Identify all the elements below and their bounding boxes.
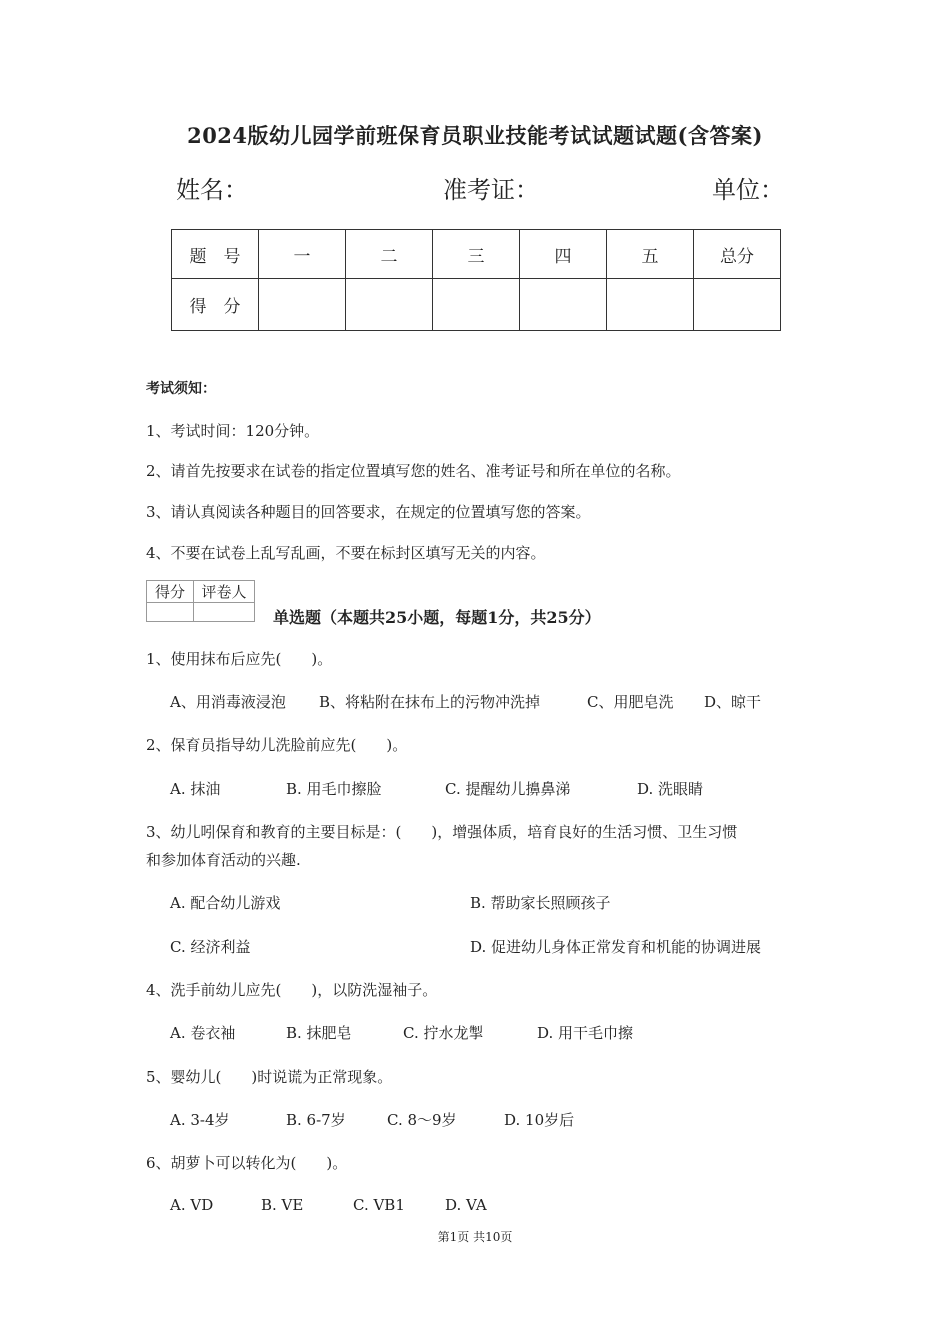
grader-name-label: 评卷人: [194, 581, 255, 603]
document-title: 2024版幼儿园学前班保育员职业技能考试试题试题(含答案): [187, 123, 763, 148]
score-table-score-row: [172, 279, 781, 331]
question-stem: 3、幼儿吲保育和教育的主要目标是：( )，增强体质，培育良好的生活习惯、卫生习惯: [146, 823, 738, 841]
question-stem: 4、洗手前幼儿应先( )，以防洗湿袖子。: [146, 981, 438, 999]
section-title: 单选题（本题共25小题，每题1分，共25分）: [273, 608, 601, 627]
score-header-cell: 五: [607, 230, 694, 279]
option-c: C. VB1: [353, 1196, 405, 1214]
option-d: D、晾干: [704, 693, 762, 711]
option-b: B. VE: [261, 1196, 304, 1214]
name-field-label: 姓名：: [176, 176, 248, 204]
option-d: D. 洗眼睛: [637, 780, 704, 798]
page-footer: 第1页 共10页: [437, 1230, 513, 1244]
option-a: A. 卷衣袖: [170, 1024, 236, 1042]
score-header-cell: 四: [520, 230, 607, 279]
option-c: C. 拧水龙掣: [403, 1024, 484, 1042]
option-a: A. 3-4岁: [170, 1111, 230, 1129]
unit-field-label: 单位：: [712, 176, 784, 204]
score-cell[interactable]: [433, 279, 520, 331]
question-stem-continued: 和参加体育活动的兴趣.: [146, 851, 301, 869]
score-cell[interactable]: [520, 279, 607, 331]
option-a: A. 配合幼儿游戏: [170, 894, 281, 912]
option-d: D. 用干毛巾擦: [537, 1024, 634, 1042]
note-item: 3、请认真阅读各种题目的回答要求，在规定的位置填写您的答案。: [146, 503, 591, 521]
option-b: B. 用毛巾擦脸: [286, 780, 382, 798]
option-b: B. 抹肥皂: [286, 1024, 352, 1042]
question-stem: 6、胡萝卜可以转化为( )。: [146, 1154, 348, 1172]
option-d: D. VA: [445, 1196, 487, 1214]
option-a: A. 抹油: [170, 780, 221, 798]
score-header-cell: 三: [433, 230, 520, 279]
score-header-cell: 二: [346, 230, 433, 279]
question-stem: 2、保育员指导幼儿洗脸前应先( )。: [146, 736, 408, 754]
question-stem: 5、婴幼儿( )时说谎为正常现象。: [146, 1068, 393, 1086]
score-cell[interactable]: [259, 279, 346, 331]
grader-box: [146, 580, 255, 622]
option-b: B. 帮助家长照顾孩子: [470, 894, 611, 912]
option-b: B. 6-7岁: [286, 1111, 346, 1129]
note-item: 2、请首先按要求在试卷的指定位置填写您的姓名、准考证号和所在单位的名称。: [146, 462, 681, 480]
score-header-label: 题 号: [172, 230, 259, 279]
grader-score-label: 得分: [147, 581, 194, 603]
option-c: C、用肥皂洗: [587, 693, 674, 711]
grader-name-cell[interactable]: [194, 603, 255, 622]
option-c: C. 经济利益: [170, 938, 251, 956]
option-d: D. 促进幼儿身体正常发育和机能的协调进展: [470, 938, 762, 956]
option-b: B、将粘附在抹布上的污物冲洗掉: [319, 693, 541, 711]
score-header-cell: 一: [259, 230, 346, 279]
option-c: C. 提醒幼儿擤鼻涕: [445, 780, 571, 798]
note-item: 1、考试时间：120分钟。: [146, 422, 320, 440]
option-c: C. 8～9岁: [387, 1111, 457, 1129]
score-table: [171, 229, 781, 331]
score-cell[interactable]: [607, 279, 694, 331]
score-header-total: 总分: [694, 230, 781, 279]
question-stem: 1、使用抹布后应先( )。: [146, 650, 333, 668]
score-row-label: 得 分: [172, 279, 259, 331]
score-cell[interactable]: [346, 279, 433, 331]
grader-score-cell[interactable]: [147, 603, 194, 622]
option-a: A. VD: [170, 1196, 214, 1214]
exam-number-field-label: 准考证：: [443, 176, 539, 204]
score-table-header-row: [172, 230, 781, 279]
option-d: D. 10岁后: [504, 1111, 575, 1129]
option-a: A、用消毒液浸泡: [170, 693, 286, 711]
note-item: 4、不要在试卷上乱写乱画，不要在标封区填写无关的内容。: [146, 544, 546, 562]
notes-heading: 考试须知：: [146, 381, 216, 397]
score-cell-total[interactable]: [694, 279, 781, 331]
